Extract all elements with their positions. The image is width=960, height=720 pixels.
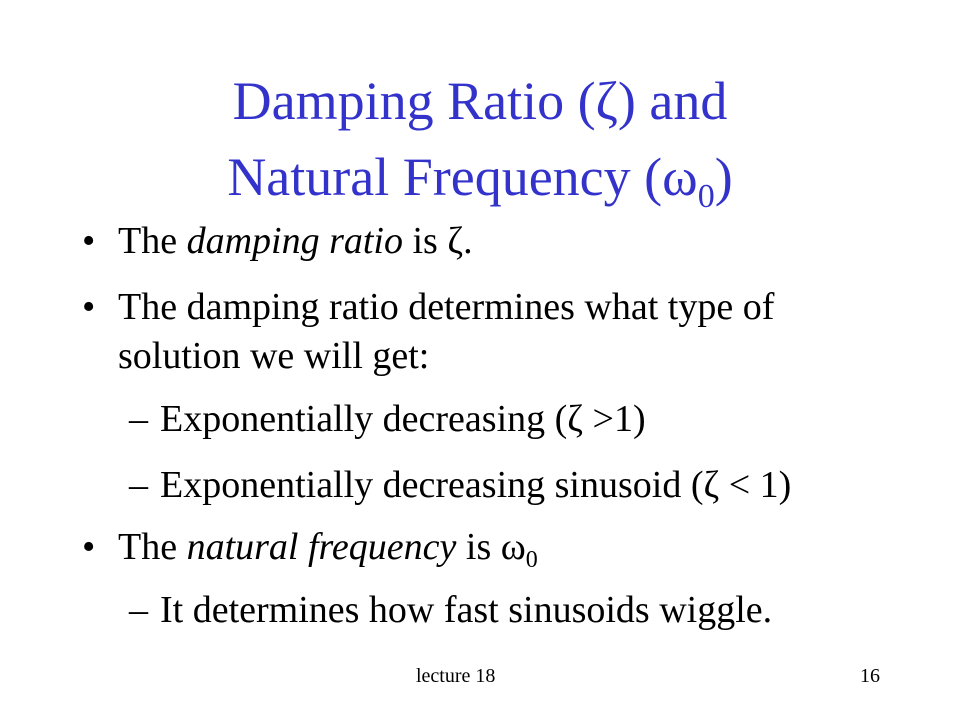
bullet-text-italic: natural frequency [186, 526, 457, 568]
bullet-subscript: 0 [525, 547, 538, 573]
slide-title-line-1 [0, 71, 960, 131]
bullet-marker: • [82, 220, 96, 262]
subbullet-wiggle [129, 589, 773, 631]
subbullet-text: Exponentially decreasing (ζ >1) [160, 398, 646, 440]
title-line-2-text: Natural Frequency (ω [227, 147, 698, 207]
bullet-text-italic: damping ratio [186, 220, 403, 262]
footer-lecture-label [416, 666, 495, 686]
footer-page-number [860, 666, 880, 686]
footer-page-text: 16 [860, 665, 880, 687]
bullet-text-pre: The [118, 526, 187, 568]
bullet-text-post: is ζ. [402, 220, 473, 262]
bullet-damping-ratio [82, 220, 473, 262]
bullet-marker: • [82, 526, 96, 568]
subbullet-text: Exponentially decreasing sinusoid (ζ < 1) [160, 464, 792, 506]
subbullet-marker: – [129, 464, 148, 506]
subbullet-marker: – [129, 589, 148, 631]
title-subscript: 0 [697, 178, 715, 215]
bullet-damping-determines [82, 286, 775, 328]
subbullet-marker: – [129, 398, 148, 440]
bullet-marker: • [82, 286, 96, 328]
footer-lecture-text: lecture 18 [416, 665, 496, 687]
title-line-2-end: ) [714, 147, 733, 207]
bullet-natural-frequency [82, 526, 538, 573]
subbullet-text: It determines how fast sinusoids wiggle. [160, 589, 773, 631]
slide-title-line-2 [0, 147, 960, 215]
title-line-1-text: Damping Ratio (ζ) and [232, 71, 728, 131]
bullet-text-pre: The [118, 220, 187, 262]
bullet-text-post: is ω [456, 526, 526, 568]
bullet-damping-determines-cont [118, 337, 429, 375]
bullet-text-line-2: solution we will get: [118, 335, 430, 377]
subbullet-overdamped [129, 398, 646, 440]
bullet-text-line-1: The damping ratio determines what type of [118, 286, 775, 328]
subbullet-underdamped [129, 464, 792, 506]
